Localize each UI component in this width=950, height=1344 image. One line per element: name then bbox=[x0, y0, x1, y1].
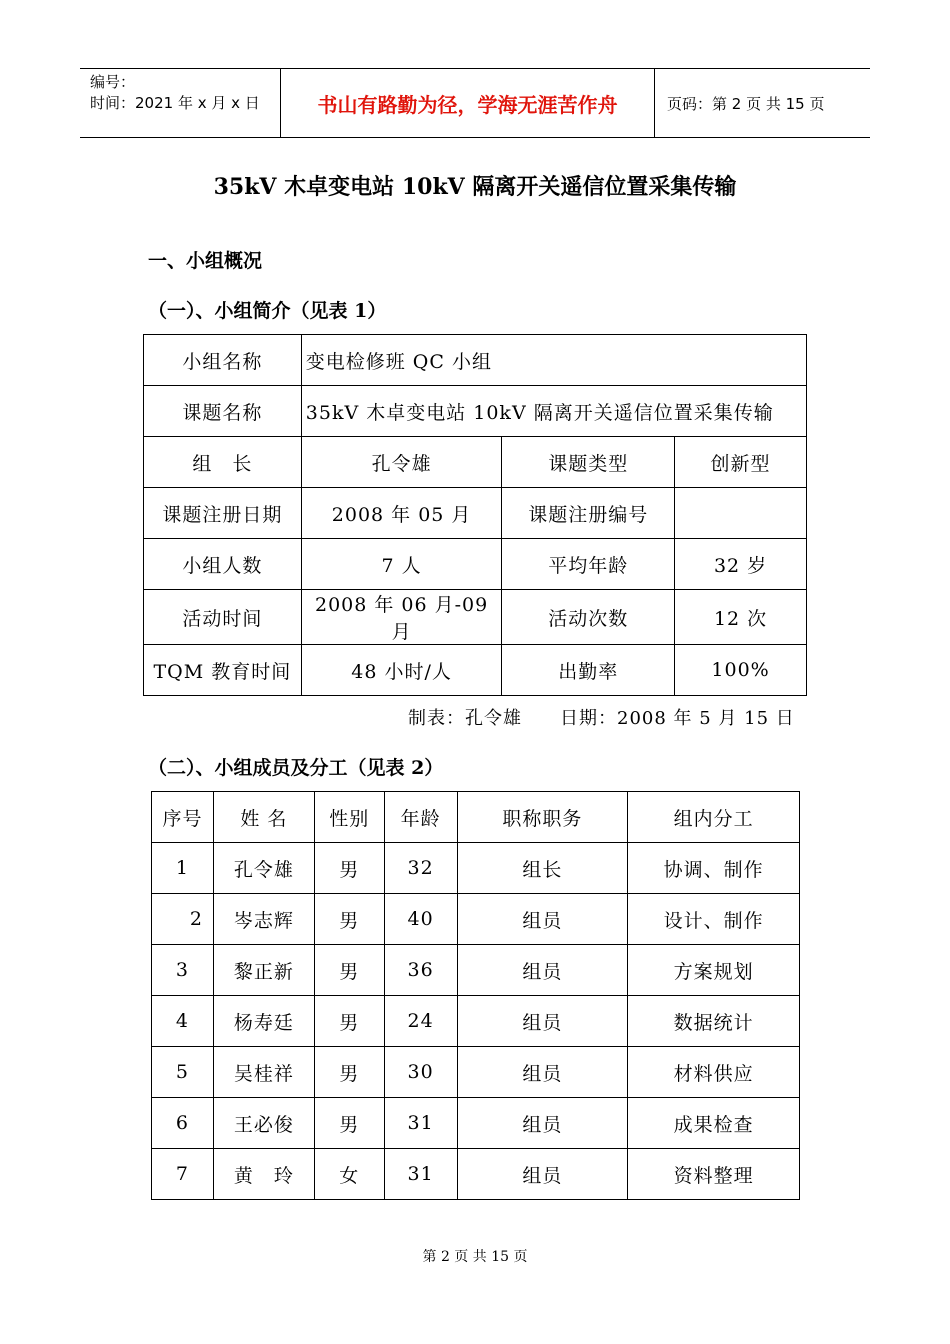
table-cell: 孔令雄 bbox=[301, 437, 502, 488]
table-row bbox=[152, 1149, 800, 1200]
table-cell: 男 bbox=[314, 1098, 384, 1149]
table-cell: 32 岁 bbox=[675, 539, 807, 590]
table-cell: 孔令雄 bbox=[213, 843, 314, 894]
table-cell: 组员 bbox=[457, 894, 628, 945]
table-cell: 6 bbox=[152, 1098, 214, 1149]
table-cell: 设计、制作 bbox=[628, 894, 800, 945]
table-cell: 课题注册日期 bbox=[144, 488, 302, 539]
table-cell: 2 bbox=[152, 894, 214, 945]
column-header: 职称职务 bbox=[457, 792, 628, 843]
table-cell: 协调、制作 bbox=[628, 843, 800, 894]
table-cell: 7 人 bbox=[301, 539, 502, 590]
column-header: 性别 bbox=[314, 792, 384, 843]
table-cell: 组员 bbox=[457, 996, 628, 1047]
table-cell: 吴桂祥 bbox=[213, 1047, 314, 1098]
table-cell: 材料供应 bbox=[628, 1047, 800, 1098]
table-cell: 2008 年 06 月-09 月 bbox=[301, 590, 502, 645]
table-row bbox=[144, 539, 807, 590]
table-cell: 1 bbox=[152, 843, 214, 894]
table-cell: 100% bbox=[675, 645, 807, 696]
document-number-label: 编号： bbox=[90, 73, 136, 91]
table-cell: 小组人数 bbox=[144, 539, 302, 590]
table-row bbox=[152, 1047, 800, 1098]
table-cell: TQM 教育时间 bbox=[144, 645, 302, 696]
table-cell: 男 bbox=[314, 996, 384, 1047]
table-header-row bbox=[152, 792, 800, 843]
table-cell: 组员 bbox=[457, 1098, 628, 1149]
table-cell: 30 bbox=[384, 1047, 457, 1098]
table-cell: 数据统计 bbox=[628, 996, 800, 1047]
table-cell: 创新型 bbox=[675, 437, 807, 488]
table-cell: 王必俊 bbox=[213, 1098, 314, 1149]
table-cell: 女 bbox=[314, 1149, 384, 1200]
table-cell: 课题名称 bbox=[144, 386, 302, 437]
table-row bbox=[144, 437, 807, 488]
table-cell: 4 bbox=[152, 996, 214, 1047]
table-cell: 出勤率 bbox=[502, 645, 675, 696]
table-cell: 课题注册编号 bbox=[502, 488, 675, 539]
table-cell: 7 bbox=[152, 1149, 214, 1200]
table-cell: 平均年龄 bbox=[502, 539, 675, 590]
table-cell: 成果检查 bbox=[628, 1098, 800, 1149]
table-row bbox=[152, 996, 800, 1047]
table-cell: 小组名称 bbox=[144, 335, 302, 386]
table-cell: 40 bbox=[384, 894, 457, 945]
table-cell bbox=[675, 488, 807, 539]
table-row bbox=[152, 945, 800, 996]
header-meta bbox=[80, 69, 280, 137]
document-time-label: 时间：2021 年 x 月 x 日 bbox=[90, 94, 260, 112]
subsection-heading-members: （二）、小组成员及分工（见表 2） bbox=[148, 757, 444, 779]
table-row bbox=[144, 488, 807, 539]
table-row bbox=[144, 335, 807, 386]
table-cell: 课题类型 bbox=[502, 437, 675, 488]
column-header: 序号 bbox=[152, 792, 214, 843]
table-signature: 制表：孔令雄 日期：2008 年 5 月 15 日 bbox=[408, 708, 795, 729]
group-intro-table bbox=[143, 334, 807, 696]
table-cell: 组员 bbox=[457, 945, 628, 996]
section-heading: 一、小组概况 bbox=[148, 250, 263, 272]
page-header bbox=[80, 68, 870, 138]
subsection-heading-intro: （一）、小组简介（见表 1） bbox=[148, 300, 387, 322]
table-row bbox=[144, 645, 807, 696]
table-cell: 男 bbox=[314, 945, 384, 996]
table-row bbox=[152, 894, 800, 945]
table-cell: 组长 bbox=[457, 843, 628, 894]
table-cell: 变电检修班 QC 小组 bbox=[301, 335, 806, 386]
table-cell: 杨寿廷 bbox=[213, 996, 314, 1047]
table-cell: 3 bbox=[152, 945, 214, 996]
table-cell: 男 bbox=[314, 1047, 384, 1098]
table-cell: 31 bbox=[384, 1149, 457, 1200]
document-title: 35kV 木卓变电站 10kV 隔离开关遥信位置采集传输 bbox=[213, 174, 737, 200]
table-row bbox=[144, 590, 807, 645]
table-row bbox=[144, 386, 807, 437]
table-row bbox=[152, 1098, 800, 1149]
table-cell: 35kV 木卓变电站 10kV 隔离开关遥信位置采集传输 bbox=[301, 386, 806, 437]
header-motto: 书山有路勤为径，学海无涯苦作舟 bbox=[280, 69, 655, 137]
column-header: 组内分工 bbox=[628, 792, 800, 843]
table-cell: 36 bbox=[384, 945, 457, 996]
table-cell: 男 bbox=[314, 894, 384, 945]
table-cell: 岑志辉 bbox=[213, 894, 314, 945]
table-cell: 12 次 bbox=[675, 590, 807, 645]
table-cell: 资料整理 bbox=[628, 1149, 800, 1200]
table-cell: 黎正新 bbox=[213, 945, 314, 996]
table-cell: 黄 玲 bbox=[213, 1149, 314, 1200]
table-row bbox=[152, 843, 800, 894]
table-cell: 5 bbox=[152, 1047, 214, 1098]
table-cell: 2008 年 05 月 bbox=[301, 488, 502, 539]
table-cell: 方案规划 bbox=[628, 945, 800, 996]
table-cell: 48 小时/人 bbox=[301, 645, 502, 696]
column-header: 姓 名 bbox=[213, 792, 314, 843]
table-cell: 活动时间 bbox=[144, 590, 302, 645]
page-footer: 第 2 页 共 15 页 bbox=[422, 1249, 528, 1265]
column-header: 年龄 bbox=[384, 792, 457, 843]
members-table bbox=[151, 791, 800, 1200]
table-cell: 32 bbox=[384, 843, 457, 894]
table-cell: 24 bbox=[384, 996, 457, 1047]
table-cell: 组 长 bbox=[144, 437, 302, 488]
table-cell: 31 bbox=[384, 1098, 457, 1149]
table-cell: 活动次数 bbox=[502, 590, 675, 645]
table-cell: 男 bbox=[314, 843, 384, 894]
table-cell: 组员 bbox=[457, 1047, 628, 1098]
table-cell: 组员 bbox=[457, 1149, 628, 1200]
header-page-number: 页码：第 2 页 共 15 页 bbox=[667, 94, 825, 113]
